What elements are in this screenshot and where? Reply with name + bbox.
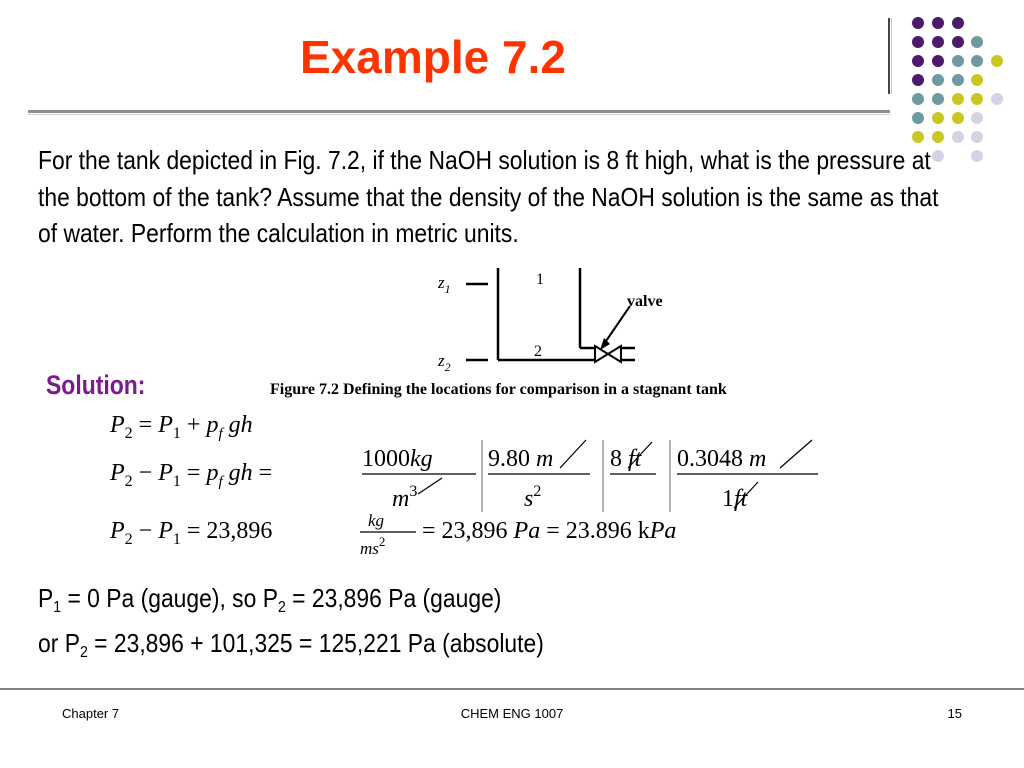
dot xyxy=(952,131,964,143)
dot-row-5 xyxy=(912,93,1003,105)
svg-text:kg: kg xyxy=(368,511,385,530)
footer-course: CHEM ENG 1007 xyxy=(460,706,564,721)
title-vertical-rule xyxy=(888,18,890,94)
svg-text:8 ft: 8 ft xyxy=(610,446,642,472)
slide-title: Example 7.2 xyxy=(300,31,566,83)
title-vertical-rule-shadow xyxy=(891,18,892,94)
dot xyxy=(952,112,964,124)
dot xyxy=(912,74,924,86)
equation-1 xyxy=(109,412,253,442)
equation-3 xyxy=(109,511,676,558)
title-underline xyxy=(28,110,890,113)
dot xyxy=(971,36,983,48)
valve-arrow-head xyxy=(600,338,610,350)
dot xyxy=(932,17,944,29)
dot xyxy=(932,36,944,48)
title-underline-shadow xyxy=(28,114,890,115)
valve-arrow-shaft xyxy=(604,306,630,344)
footer-chapter: Chapter 7 xyxy=(62,706,120,721)
svg-text:ms2: $ms^2$ xyxy=(360,534,386,558)
dot xyxy=(991,55,1003,67)
dot xyxy=(952,55,964,67)
valve-label: valve xyxy=(627,293,663,310)
dot-row-1 xyxy=(912,17,964,29)
svg-text:P2 − P1 = pf gh =: $P_2 - P_1 = p_f$ gh = xyxy=(110,460,273,490)
dot xyxy=(912,36,924,48)
footer-page-number: 15 xyxy=(947,706,962,721)
equation-2 xyxy=(109,440,818,512)
dot xyxy=(952,36,964,48)
dot-row-6 xyxy=(912,112,983,124)
svg-text:1ft: 1ft xyxy=(722,486,748,512)
dot xyxy=(971,131,983,143)
dot xyxy=(991,93,1003,105)
dot-row-4 xyxy=(912,74,983,86)
dot xyxy=(912,93,924,105)
valve-icon xyxy=(595,346,621,362)
result-absolute-pressure: or $P_2 = 23,896 + 101,325 = 125,221$ Pa (absolute) xyxy=(38,628,544,661)
dot xyxy=(971,74,983,86)
svg-text:1000kg: 1000kg xyxy=(362,446,433,472)
footer-rule xyxy=(0,688,1024,690)
dot-row-2 xyxy=(912,36,983,48)
point-1-label: 1 xyxy=(536,271,544,288)
dot xyxy=(971,93,983,105)
svg-text:s2: $s^2$ xyxy=(524,483,542,512)
dot xyxy=(952,74,964,86)
dot xyxy=(932,93,944,105)
dot xyxy=(912,17,924,29)
svg-text:9.80 m: 9.80 m xyxy=(488,446,554,472)
figure-caption: Figure 7.2 Defining the locations for comparison in a stagnant tank xyxy=(270,381,727,398)
tank-diagram xyxy=(466,268,635,360)
z1-label: $z_1$ xyxy=(438,273,451,296)
equations-block xyxy=(100,402,840,562)
dot xyxy=(912,55,924,67)
svg-text:P2 = P1 + pf gh: $P_2 = P_1 + p_f$ gh xyxy=(110,412,253,442)
result-gauge-pressure: $P_1 = 0$ Pa (gauge), so $P_2 = 23,896$ Pa (gauge) xyxy=(38,583,502,616)
svg-text:P2 − P1 = 23,896: $P_2 - P_1 = 23,896$ xyxy=(110,518,273,548)
dot xyxy=(932,55,944,67)
dot xyxy=(932,74,944,86)
solution-label: Solution: xyxy=(46,370,146,400)
z2-label: $z_2$ xyxy=(438,351,451,374)
dot xyxy=(952,93,964,105)
problem-statement: For the tank depicted in Fig. 7.2, if the NaOH solution is 8 ft high, what is the pressure at the bottom of the tank? Assume that the density of the NaOH solution is the same as that of water. Perform the calculation in metric units. xyxy=(38,145,939,248)
dot-row-3 xyxy=(912,55,1003,67)
dot xyxy=(912,112,924,124)
dot xyxy=(952,17,964,29)
dot xyxy=(971,150,983,162)
dot xyxy=(971,112,983,124)
svg-text:0.3048 m: 0.3048 m xyxy=(677,446,767,472)
tank-figure xyxy=(270,262,850,402)
point-2-label: 2 xyxy=(534,343,542,360)
dot xyxy=(932,112,944,124)
svg-text:m3: $m^3$ xyxy=(392,483,418,512)
dot xyxy=(971,55,983,67)
svg-text:= 23,896 Pa = 23.896 kPa: = 23,896 Pa = 23.896 kPa xyxy=(422,518,677,544)
